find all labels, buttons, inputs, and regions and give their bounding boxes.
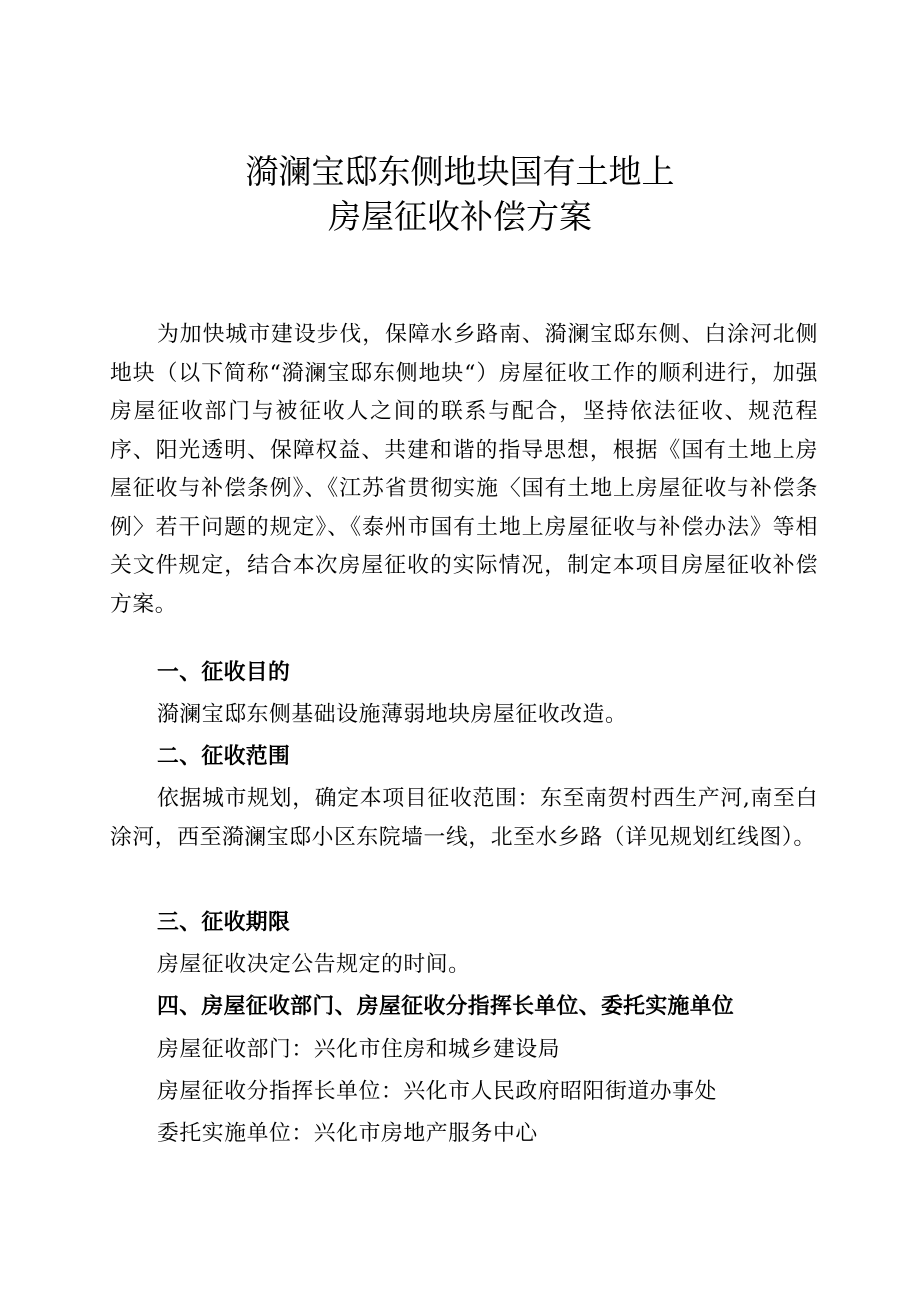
document-title-line-2: 房屋征收补偿方案	[328, 197, 592, 236]
section-heading-period: 三、征收期限	[157, 910, 291, 935]
department-line-3: 委托实施单位：兴化市房地产服务中心	[157, 1121, 538, 1146]
section-content-scope: 依据城市规划，确定本项目征收范围：东至南贺村西生产河,南至白涂河，西至漪澜宝邸小区东院墙一线，北至水乡路（详见规划红线图）。	[110, 786, 818, 850]
intro-paragraph: 为加快城市建设步伐，保障水乡路南、漪澜宝邸东侧、白涂河北侧地块（以下简称“漪澜宝邸东侧地块“）房屋征收工作的顺利进行，加强房屋征收部门与被征收人之间的联系与配合，坚持依法征收、规范程序、阳光透明、保障权益、共建和谐的指导思想，根据《国有土地上房屋征收与补偿条例》、《江苏省贯彻实施〈国有土地上房屋征收与补偿条例〉若干问题的规定》、《泰州市国有土地上房屋征收与补偿办法》等相关文件规定，结合本次房屋征收的实际情况，制定本项目房屋征收补偿方案。	[110, 322, 818, 617]
department-line-2: 房屋征收分指挥长单位：兴化市人民政府昭阳街道办事处	[157, 1079, 717, 1104]
department-line-1: 房屋征收部门：兴化市住房和城乡建设局	[157, 1037, 561, 1062]
section-content-purpose: 漪澜宝邸东侧基础设施薄弱地块房屋征收改造。	[157, 702, 628, 727]
section-content-period: 房屋征收决定公告规定的时间。	[157, 952, 471, 977]
section-heading-scope: 二、征收范围	[157, 744, 291, 769]
document-title-line-1: 漪澜宝邸东侧地块国有土地上	[245, 152, 675, 191]
section-heading-departments: 四、房屋征收部门、房屋征收分指挥长单位、委托实施单位	[157, 994, 735, 1019]
section-heading-purpose: 一、征收目的	[157, 660, 291, 685]
